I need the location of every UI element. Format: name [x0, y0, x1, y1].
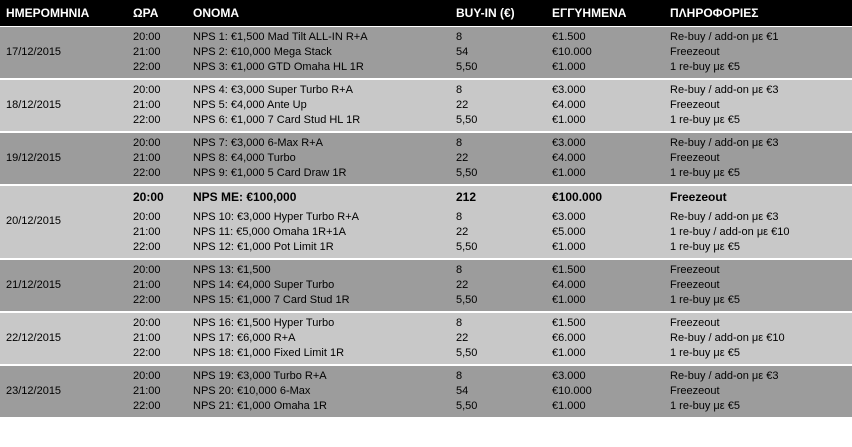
time-cell: 20:00: [133, 264, 161, 276]
guaranteed-cell: €1.000: [552, 114, 586, 126]
buyin-cell: 22: [456, 279, 469, 291]
buyin-cell: 5,50: [456, 294, 478, 306]
time-cell: 20:00: [133, 370, 161, 382]
guaranteed-cell: €1.000: [552, 294, 586, 306]
name-cell: NPS 19: €3,000 Turbo R+A: [193, 370, 327, 382]
date-group: [0, 366, 852, 417]
table-row: [0, 83, 852, 98]
guaranteed-cell: €3.000: [552, 84, 586, 96]
table-row: [0, 369, 852, 384]
buyin-cell: 212: [456, 190, 477, 204]
buyin-cell: 22: [456, 332, 469, 344]
table-row: [0, 136, 852, 151]
name-cell: NPS 20: €10,000 6-Max: [193, 385, 311, 397]
table-row: [0, 151, 852, 166]
table-header: [0, 0, 852, 26]
name-cell: NPS 12: €1,000 Pot Limit 1R: [193, 241, 334, 253]
table-row: [0, 346, 852, 361]
table-row: [0, 316, 852, 331]
time-cell: 20:00: [133, 84, 161, 96]
date-cell: 23/12/2015: [6, 384, 62, 397]
time-cell: 21:00: [133, 99, 161, 111]
buyin-cell: 22: [456, 226, 469, 238]
time-cell: 21:00: [133, 385, 161, 397]
time-cell: 21:00: [133, 332, 161, 344]
date-cell: 22/12/2015: [6, 331, 62, 344]
name-cell: NPS 16: €1,500 Hyper Turbo: [193, 317, 335, 329]
name-cell: NPS 14: €4,000 Super Turbo: [193, 279, 335, 291]
date-group: [0, 186, 852, 258]
time-cell: 20:00: [133, 317, 161, 329]
time-cell: 22:00: [133, 400, 161, 412]
time-cell: 21:00: [133, 279, 161, 291]
buyin-cell: 5,50: [456, 400, 478, 412]
date-cell: 20/12/2015: [6, 215, 62, 227]
info-cell: Freezeout: [670, 99, 720, 111]
guaranteed-cell: €6.000: [552, 332, 586, 344]
table-row: [0, 45, 852, 60]
buyin-cell: 8: [456, 211, 463, 223]
time-cell: 20:00: [133, 190, 164, 204]
info-cell: Re-buy / add-on με €3: [670, 137, 779, 149]
name-cell: NPS 8: €4,000 Turbo: [193, 152, 296, 164]
info-cell: 1 re-buy με €5: [670, 347, 740, 359]
info-cell: 1 re-buy με €5: [670, 294, 740, 306]
info-cell: 1 re-buy με €5: [670, 241, 740, 253]
date-group: [0, 313, 852, 364]
table-row: [0, 166, 852, 181]
name-cell: NPS 10: €3,000 Hyper Turbo R+A: [193, 211, 360, 223]
table-row: [0, 278, 852, 293]
header-guaranteed: ΕΓΓΥΗΜΕΝΑ: [552, 6, 627, 20]
table-row: [0, 263, 852, 278]
table-row: [0, 225, 852, 240]
info-cell: Re-buy / add-on με €3: [670, 84, 779, 96]
date-group: [0, 27, 852, 78]
guaranteed-cell: €5.000: [552, 226, 586, 238]
name-cell: NPS 13: €1,500: [193, 264, 271, 276]
date-cell: 17/12/2015: [6, 45, 62, 58]
guaranteed-cell: €4.000: [552, 152, 586, 164]
guaranteed-cell: €4.000: [552, 99, 586, 111]
buyin-cell: 54: [456, 385, 469, 397]
time-cell: 20:00: [133, 137, 161, 149]
name-cell: NPS 5: €4,000 Ante Up: [193, 99, 307, 111]
guaranteed-cell: €10.000: [552, 46, 592, 58]
guaranteed-cell: €1.000: [552, 61, 586, 73]
info-cell: Re-buy / add-on με €3: [670, 211, 779, 223]
date-group: [0, 133, 852, 184]
guaranteed-cell: €1.500: [552, 31, 586, 43]
guaranteed-cell: €3.000: [552, 137, 586, 149]
guaranteed-cell: €1.000: [552, 400, 586, 412]
name-cell: NPS 11: €5,000 Omaha 1R+1A: [193, 226, 346, 238]
info-cell: Re-buy / add-on με €3: [670, 370, 779, 382]
buyin-cell: 5,50: [456, 61, 478, 73]
table-row: [0, 30, 852, 45]
info-cell: Re-buy / add-on με €10: [670, 332, 785, 344]
table-row: [0, 384, 852, 399]
time-cell: 20:00: [133, 211, 161, 223]
buyin-cell: 8: [456, 317, 463, 329]
time-cell: 22:00: [133, 167, 161, 179]
time-cell: 22:00: [133, 294, 161, 306]
table-row: [0, 60, 852, 75]
buyin-cell: 8: [456, 264, 463, 276]
time-cell: 22:00: [133, 114, 161, 126]
name-cell: NPS 6: €1,000 7 Card Stud HL 1R: [193, 114, 361, 126]
header-name: ΟΝΟΜΑ: [193, 6, 239, 20]
name-cell: NPS 2: €10,000 Mega Stack: [193, 46, 332, 58]
buyin-cell: 8: [456, 31, 463, 43]
info-cell: Freezeout: [670, 385, 720, 397]
header-info: ΠΛΗΡΟΦΟΡΙΕΣ: [670, 6, 759, 20]
table-row: [0, 98, 852, 113]
guaranteed-cell: €3.000: [552, 370, 586, 382]
time-cell: 22:00: [133, 61, 161, 73]
info-cell: Freezeout: [670, 152, 720, 164]
time-cell: 20:00: [133, 31, 161, 43]
time-cell: 21:00: [133, 152, 161, 164]
buyin-cell: 8: [456, 370, 463, 382]
guaranteed-cell: €1.500: [552, 264, 586, 276]
date-group: [0, 80, 852, 131]
name-cell: NPS 3: €1,000 GTD Omaha HL 1R: [193, 61, 364, 73]
info-cell: Re-buy / add-on με €1: [670, 31, 779, 43]
guaranteed-cell: €100.000: [552, 190, 603, 204]
guaranteed-cell: €1.000: [552, 347, 586, 359]
name-cell: NPS 1: €1,500 Mad Tilt ALL-IN R+A: [193, 31, 368, 43]
info-cell: 1 re-buy με €5: [670, 167, 740, 179]
main-event-row: [0, 189, 852, 210]
info-cell: 1 re-buy με €5: [670, 114, 740, 126]
header-time: ΩΡΑ: [133, 6, 159, 20]
buyin-cell: 8: [456, 137, 463, 149]
table-row: [0, 240, 852, 255]
header-date: ΗΜΕΡΟΜΗΝΙΑ: [6, 6, 90, 20]
guaranteed-cell: €1.500: [552, 317, 586, 329]
buyin-cell: 5,50: [456, 114, 478, 126]
name-cell: NPS 17: €6,000 R+A: [193, 332, 296, 344]
time-cell: 22:00: [133, 347, 161, 359]
buyin-cell: 5,50: [456, 241, 478, 253]
name-cell: NPS 18: €1,000 Fixed Limit 1R: [193, 347, 345, 359]
info-cell: 1 re-buy με €5: [670, 400, 740, 412]
date-cell: 21/12/2015: [6, 278, 62, 291]
table-row: [0, 399, 852, 414]
guaranteed-cell: €4.000: [552, 279, 586, 291]
info-cell: Freezeout: [670, 46, 720, 58]
buyin-cell: 22: [456, 99, 469, 111]
name-cell: NPS 7: €3,000 6-Max R+A: [193, 137, 323, 149]
name-cell: NPS ME: €100,000: [193, 190, 297, 204]
table-row: [0, 113, 852, 128]
buyin-cell: 22: [456, 152, 469, 164]
table-row: [0, 210, 852, 225]
info-cell: Freezeout: [670, 190, 727, 204]
buyin-cell: 54: [456, 46, 469, 58]
buyin-cell: 5,50: [456, 167, 478, 179]
buyin-cell: 8: [456, 84, 463, 96]
info-cell: Freezeout: [670, 279, 720, 291]
date-cell: 19/12/2015: [6, 151, 62, 164]
name-cell: NPS 9: €1,000 5 Card Draw 1R: [193, 167, 347, 179]
info-cell: Freezeout: [670, 264, 720, 276]
date-group: [0, 260, 852, 311]
info-cell: 1 re-buy / add-on με €10: [670, 226, 790, 238]
time-cell: 21:00: [133, 226, 161, 238]
name-cell: NPS 21: €1,000 Omaha 1R: [193, 400, 327, 412]
date-cell: 18/12/2015: [6, 98, 62, 111]
buyin-cell: 5,50: [456, 347, 478, 359]
guaranteed-cell: €3.000: [552, 211, 586, 223]
info-cell: 1 re-buy με €5: [670, 61, 740, 73]
time-cell: 21:00: [133, 46, 161, 58]
name-cell: NPS 4: €3,000 Super Turbo R+A: [193, 84, 353, 96]
name-cell: NPS 15: €1,000 7 Card Stud 1R: [193, 294, 350, 306]
time-cell: 22:00: [133, 241, 161, 253]
guaranteed-cell: €1.000: [552, 241, 586, 253]
guaranteed-cell: €10.000: [552, 385, 592, 397]
info-cell: Freezeout: [670, 317, 720, 329]
table-row: [0, 331, 852, 346]
header-buyin: BUY-IN (€): [456, 6, 515, 20]
guaranteed-cell: €1.000: [552, 167, 586, 179]
table-row: [0, 293, 852, 308]
